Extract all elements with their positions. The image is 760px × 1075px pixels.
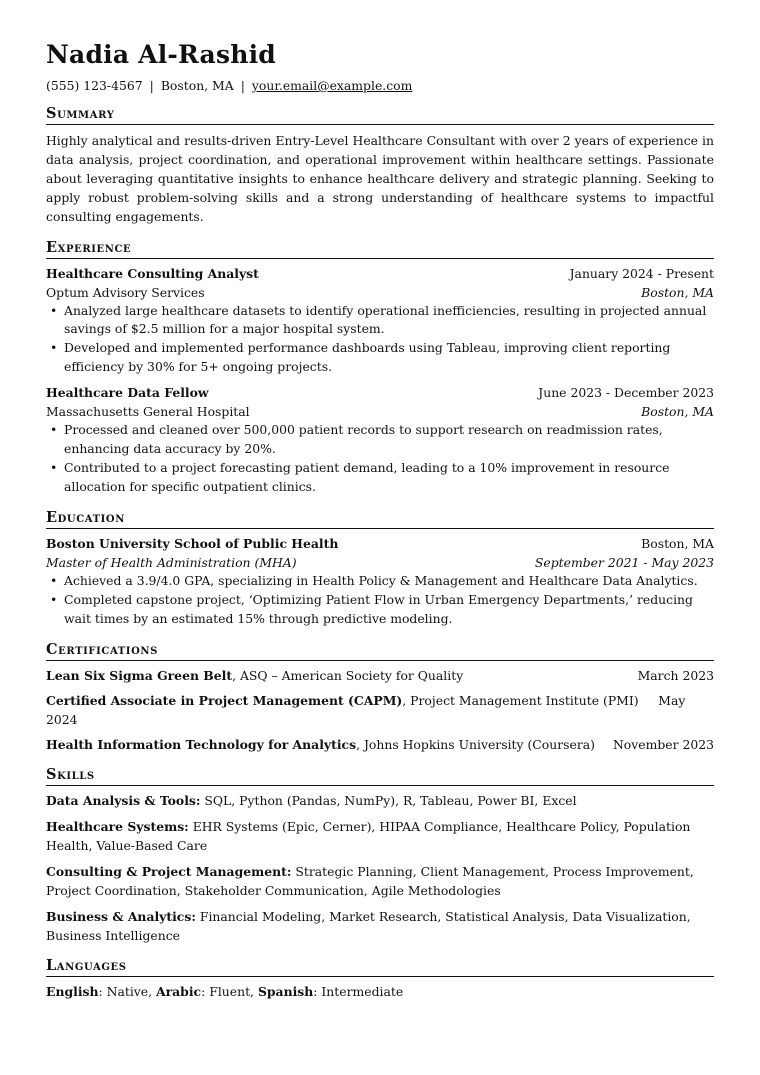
language-level: : Intermediate: [313, 983, 404, 999]
job-entry: [46, 383, 714, 497]
certification-name: Certified Associate in Project Management (CAPM): [46, 692, 403, 708]
school-name: Boston University School of Public Health: [46, 535, 339, 551]
school-location: Boston, MA: [641, 535, 714, 551]
language-name: English: [46, 983, 99, 999]
bullet-item: • Processed and cleaned over 500,000 patient records to support research on readmission rates, enhancing data accuracy by 20%.: [46, 421, 714, 459]
bullet-item: • Achieved a 3.9/4.0 GPA, specializing in Health Policy & Management and Healthcare Data Analytics.: [46, 572, 714, 591]
certification-date: November 2023: [612, 736, 714, 752]
languages-line: [46, 982, 714, 1001]
education-heading: Education: [46, 509, 714, 529]
language-level: : Fluent,: [201, 983, 258, 999]
bullet-item: • Contributed to a project forecasting patient demand, leading to a 10% improvement in resource allocation for specific outpatient clinics.: [46, 459, 714, 497]
certification-item: [46, 735, 714, 754]
contact-separator: |: [149, 78, 154, 93]
education-entry: [46, 534, 714, 629]
job-organization: Massachusetts General Hospital: [46, 404, 250, 420]
job-bullets: [46, 302, 714, 378]
job-location: Boston, MA: [641, 404, 714, 420]
certification-issuer: , Project Management Institute (PMI): [402, 692, 639, 708]
experience-section: [46, 239, 714, 497]
languages-section: [46, 957, 714, 1001]
skills-heading: Skills: [46, 766, 714, 786]
phone-number: (555) 123-4567: [46, 78, 143, 93]
language-name: Arabic: [156, 983, 202, 999]
skill-label: Data Analysis & Tools:: [46, 792, 201, 808]
bullet-item: • Completed capstone project, ‘Optimizing Patient Flow in Urban Emergency Departments,’ reducing wait times by an estimated 15% through predictive modeling.: [46, 591, 714, 629]
summary-section: [46, 105, 714, 227]
location: Boston, MA: [160, 78, 234, 93]
skill-value: SQL, Python (Pandas, NumPy), R, Tableau, Power BI, Excel: [200, 792, 577, 808]
certification-item: [46, 666, 714, 685]
skill-label: Business & Analytics:: [46, 908, 196, 924]
bullet-item: • Analyzed large healthcare datasets to identify operational inefficiencies, resulting in projected annual savings of $2.5 million for a major hospital system.: [46, 302, 714, 340]
job-location: Boston, MA: [641, 284, 714, 300]
candidate-name: Nadia Al-Rashid: [46, 40, 276, 69]
language-name: Spanish: [257, 983, 314, 999]
job-dates: June 2023 - December 2023: [538, 385, 714, 401]
education-section: [46, 509, 714, 629]
languages-heading: Languages: [46, 957, 714, 977]
job-bullets: [46, 421, 714, 497]
certification-name: Lean Six Sigma Green Belt: [46, 667, 233, 683]
certification-issuer: , Johns Hopkins University (Coursera): [356, 736, 595, 752]
skill-value: Strategic Planning, Client Management, Process Improvement, Project Coordination, Stakeholder Communication, Agile Methodologies: [46, 863, 694, 898]
skill-label: Healthcare Systems:: [46, 818, 189, 834]
skill-item: [46, 791, 714, 810]
certifications-section: [46, 641, 714, 754]
certification-item: [46, 691, 714, 729]
skill-item: [46, 907, 714, 945]
skill-item: [46, 817, 714, 855]
job-role: Healthcare Data Fellow: [46, 385, 209, 401]
job-dates: January 2024 - Present: [569, 265, 714, 281]
certification-date: March 2023: [637, 667, 714, 683]
skill-label: Consulting & Project Management:: [46, 863, 292, 879]
skill-value: EHR Systems (Epic, Cerner), HIPAA Compliance, Healthcare Policy, Population Health, Value-Based Care: [46, 818, 691, 853]
language-level: : Native,: [98, 983, 157, 999]
certification-issuer: , ASQ – American Society for Quality: [232, 667, 464, 683]
job-organization: Optum Advisory Services: [46, 284, 205, 300]
education-dates: September 2021 - May 2023: [534, 554, 714, 570]
certifications-heading: Certifications: [46, 641, 714, 661]
skills-section: [46, 766, 714, 945]
skill-value: Financial Modeling, Market Research, Statistical Analysis, Data Visualization, Business Intelligence: [46, 908, 691, 943]
certification-name: Health Information Technology for Analytics: [46, 736, 357, 752]
email-link[interactable]: your.email@example.com: [251, 78, 413, 93]
experience-heading: Experience: [46, 239, 714, 259]
contact-line: [46, 77, 714, 95]
summary-text: Highly analytical and results-driven Entry-Level Healthcare Consultant with over 2 years of experience in data analysis, project coordination, and operational improvement within healthcare settings. Passionate about leveraging quantitative insights to enhance healthcare delivery and strategic planning. Seeking to apply robust problem-solving skills and a strong understanding of healthcare systems to impactful consulting engagements.: [46, 133, 714, 224]
education-bullets: [46, 572, 714, 629]
summary-heading: Summary: [46, 105, 714, 125]
degree: Master of Health Administration (MHA): [46, 554, 297, 570]
job-role: Healthcare Consulting Analyst: [46, 265, 259, 281]
certification-date: May 2024: [46, 692, 686, 727]
skill-item: [46, 862, 714, 900]
bullet-item: • Developed and implemented performance dashboards using Tableau, improving client reporting efficiency by 30% for 5+ ongoing projects.: [46, 339, 714, 377]
contact-separator: |: [240, 78, 245, 93]
job-entry: [46, 264, 714, 378]
